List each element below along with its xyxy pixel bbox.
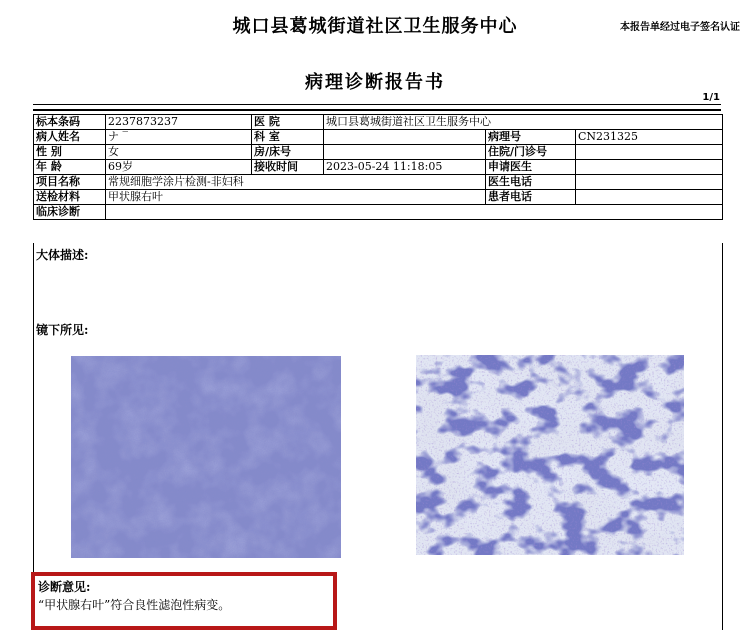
specimen-label: 送检材料 <box>34 190 106 205</box>
pathology-no-value: CN231325 <box>576 130 723 145</box>
clinical-diagnosis-label: 临床诊断 <box>34 205 106 220</box>
sex-label: 性 别 <box>34 145 106 160</box>
table-row <box>34 190 723 205</box>
table-row <box>34 130 723 145</box>
hospital-label: 医 院 <box>252 115 324 130</box>
diagnosis-text: “甲状腺右叶”符合良性滤泡性病变。 <box>38 598 231 612</box>
receive-time-value: 2023-05-24 11:18:05 <box>324 160 486 175</box>
page-number: 1/1 <box>702 92 720 103</box>
age-label: 年 龄 <box>34 160 106 175</box>
name-value: ナ ‾ <box>106 130 252 145</box>
inpatient-no-value <box>576 145 723 160</box>
table-row <box>34 205 723 220</box>
department-value <box>324 130 486 145</box>
doctor-phone-value <box>576 175 723 190</box>
requesting-doctor-label: 申请医生 <box>486 160 576 175</box>
specimen-value: 甲状腺右叶 <box>106 190 486 205</box>
gross-description-label: 大体描述: <box>36 248 89 262</box>
diagnosis-label: 诊断意见: <box>38 580 91 594</box>
micrograph-low-power <box>71 356 341 558</box>
patient-info-table <box>33 114 723 220</box>
table-row <box>34 115 723 130</box>
signature-note: 本报告单经过电子签名认证 <box>620 22 740 33</box>
microscopic-findings-label: 镜下所见: <box>36 323 89 337</box>
barcode-value: 2237873237 <box>106 115 252 130</box>
report-title: 病理诊断报告书 <box>305 72 445 93</box>
hospital-title: 城口县葛城街道社区卫生服务中心 <box>232 16 518 37</box>
patient-phone-value <box>576 190 723 205</box>
item-label: 项目名称 <box>34 175 106 190</box>
name-label: 病人姓名 <box>34 130 106 145</box>
top-rule <box>33 104 721 105</box>
table-row <box>34 145 723 160</box>
patient-phone-label: 患者电话 <box>486 190 576 205</box>
inpatient-no-label: 住院/门诊号 <box>486 145 576 160</box>
bed-value <box>324 145 486 160</box>
item-value: 常规细胞学涂片检测-非妇科 <box>106 175 486 190</box>
bed-label: 房/床号 <box>252 145 324 160</box>
barcode-label: 标本条码 <box>34 115 106 130</box>
clinical-diagnosis-value <box>106 205 723 220</box>
doctor-phone-label: 医生电话 <box>486 175 576 190</box>
sex-value: 女 <box>106 145 252 160</box>
pathology-no-label: 病理号 <box>486 130 576 145</box>
age-value: 69岁 <box>106 160 252 175</box>
hospital-value: 城口县葛城街道社区卫生服务中心 <box>324 115 723 130</box>
micrograph-high-power <box>416 355 684 555</box>
department-label: 科 室 <box>252 130 324 145</box>
table-row <box>34 160 723 175</box>
receive-time-label: 接收时间 <box>252 160 324 175</box>
table-row <box>34 175 723 190</box>
top-rule-thick <box>33 109 721 111</box>
requesting-doctor-value <box>576 160 723 175</box>
